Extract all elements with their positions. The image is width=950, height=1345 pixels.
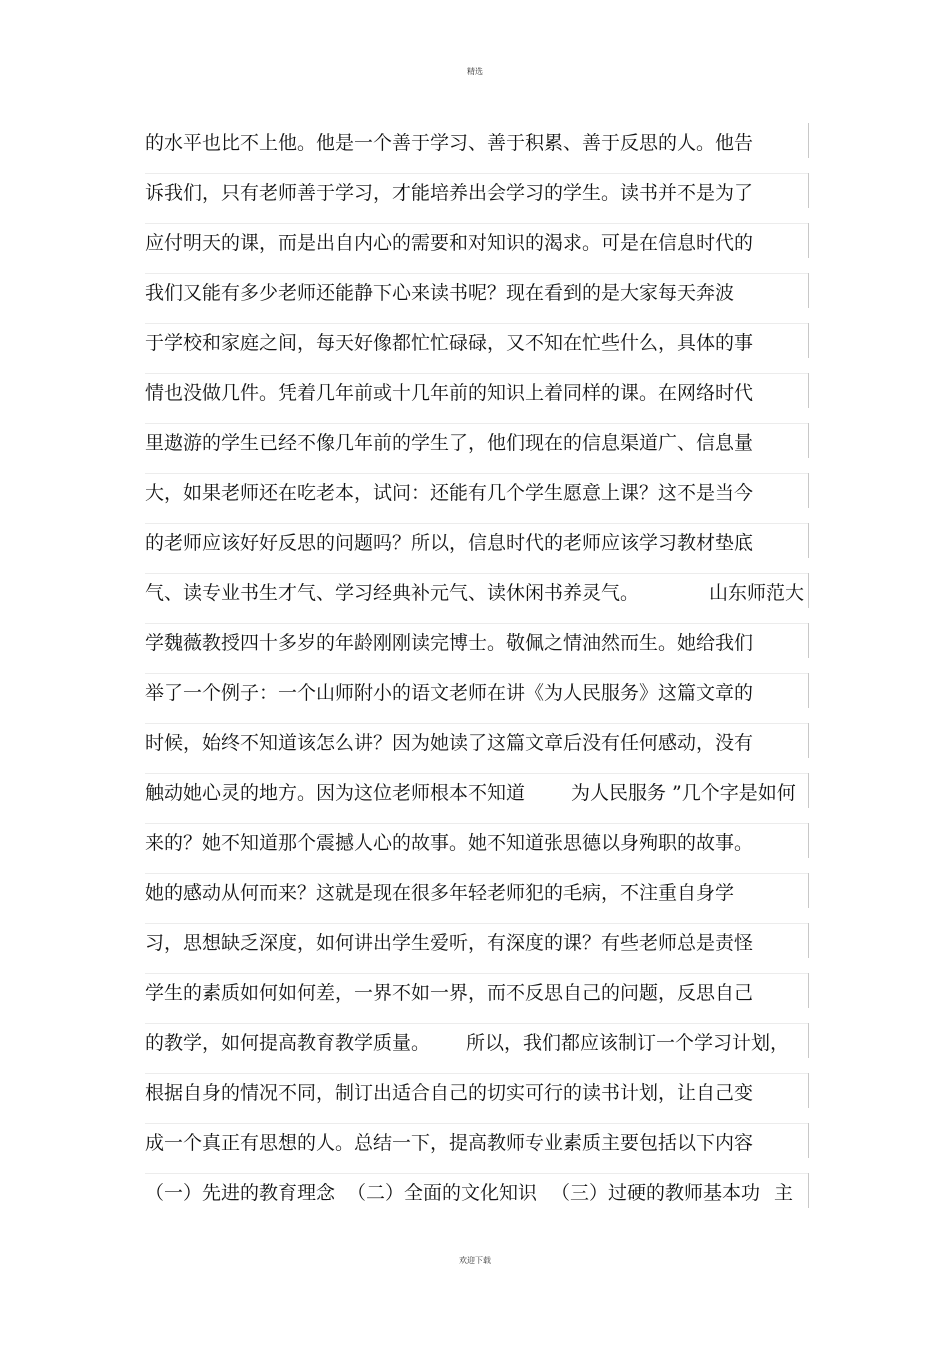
text-line <box>145 1118 807 1168</box>
text-line <box>145 818 807 868</box>
line-segment: 触动她心灵的地方。因为这位老师根本不知道 <box>145 782 526 804</box>
text-line <box>145 118 807 168</box>
text-line <box>145 218 807 268</box>
text-line <box>145 918 807 968</box>
line-segment: 为人民服务 ”几个字是如何 <box>571 782 796 804</box>
document-body <box>145 118 807 1218</box>
text-line <box>145 1018 807 1068</box>
text-line <box>145 968 807 1018</box>
line-segment: 成一个真正有思想的人。总结一下，提高教师专业素质主要包括以下内容 <box>145 1132 754 1154</box>
text-line <box>145 668 807 718</box>
line-segment: 的教学，如何提高教育教学质量。 <box>145 1032 431 1054</box>
text-line <box>145 318 807 368</box>
text-line <box>145 418 807 468</box>
line-segment: （一）先进的教育理念 <box>145 1182 336 1204</box>
line-segment: 习，思想缺乏深度，如何讲出学生爱听，有深度的课？有些老师总是责怪 <box>145 932 754 954</box>
text-line <box>145 568 807 618</box>
line-segment: 学魏薇教授四十多岁的年龄刚刚读完博士。敬佩之情油然而生。她给我们 <box>145 632 754 654</box>
line-segment: （三）过硬的教师基本功 <box>551 1182 761 1204</box>
line-segment: 的老师应该好好反思的问题吗？所以，信息时代的老师应该学习教材垫底 <box>145 532 754 554</box>
line-segment: 情也没做几件。凭着几年前或十几年前的知识上着同样的课。在网络时代 <box>145 382 754 404</box>
line-segment: 时候，始终不知道该怎么讲？因为她读了这篇文章后没有任何感动，没有 <box>145 732 754 754</box>
line-segment: 学生的素质如何如何差，一界不如一界，而不反思自己的问题，反思自己 <box>145 982 754 1004</box>
text-line <box>145 618 807 668</box>
page-header: 精选 <box>467 67 483 76</box>
line-segment: 来的？她不知道那个震撼人心的故事。她不知道张思德以身殉职的故事。 <box>145 832 754 854</box>
text-line <box>145 268 807 318</box>
text-line <box>145 468 807 518</box>
line-segment: 根据自身的情况不同，制订出适合自己的切实可行的读书计划，让自己变 <box>145 1082 754 1104</box>
line-segment: 山东师范大 <box>709 582 805 604</box>
line-segment: 举了一个例子：一个山师附小的语文老师在讲《为人民服务》这篇文章的 <box>145 682 754 704</box>
text-line <box>145 368 807 418</box>
text-line <box>145 168 807 218</box>
text-line <box>145 718 807 768</box>
text-line <box>145 518 807 568</box>
line-segment: 于学校和家庭之间，每天好像都忙忙碌碌，又不知在忙些什么，具体的事 <box>145 332 754 354</box>
line-segment: 的水平也比不上他。他是一个善于学习、善于积累、善于反思的人。他告 <box>145 132 754 154</box>
text-line <box>145 1168 807 1218</box>
line-segment: 里遨游的学生已经不像几年前的学生了，他们现在的信息渠道广、信息量 <box>145 432 754 454</box>
line-segment: 她的感动从何而来？这就是现在很多年轻老师犯的毛病，不注重自身学 <box>145 882 735 904</box>
line-segment: 应付明天的课，而是出自内心的需要和对知识的渴求。可是在信息时代的 <box>145 232 754 254</box>
line-segment: 气、读专业书生才气、学习经典补元气、读休闲书养灵气。 <box>145 582 640 604</box>
text-line <box>145 1068 807 1118</box>
line-segment: 我们又能有多少老师还能静下心来读书呢？现在看到的是大家每天奔波 <box>145 282 735 304</box>
line-segment: 所以，我们都应该制订一个学习计划， <box>466 1032 790 1054</box>
line-segment: 主 <box>774 1182 794 1204</box>
page-footer: 欢迎下载 <box>459 1256 491 1265</box>
text-line <box>145 868 807 918</box>
line-segment: 大，如果老师还在吃老本，试问：还能有几个学生愿意上课？这不是当今 <box>145 482 754 504</box>
line-segment: （二）全面的文化知识 <box>347 1182 538 1204</box>
line-segment: 诉我们，只有老师善于学习，才能培养出会学习的学生。读书并不是为了 <box>145 182 754 204</box>
text-line <box>145 768 807 818</box>
